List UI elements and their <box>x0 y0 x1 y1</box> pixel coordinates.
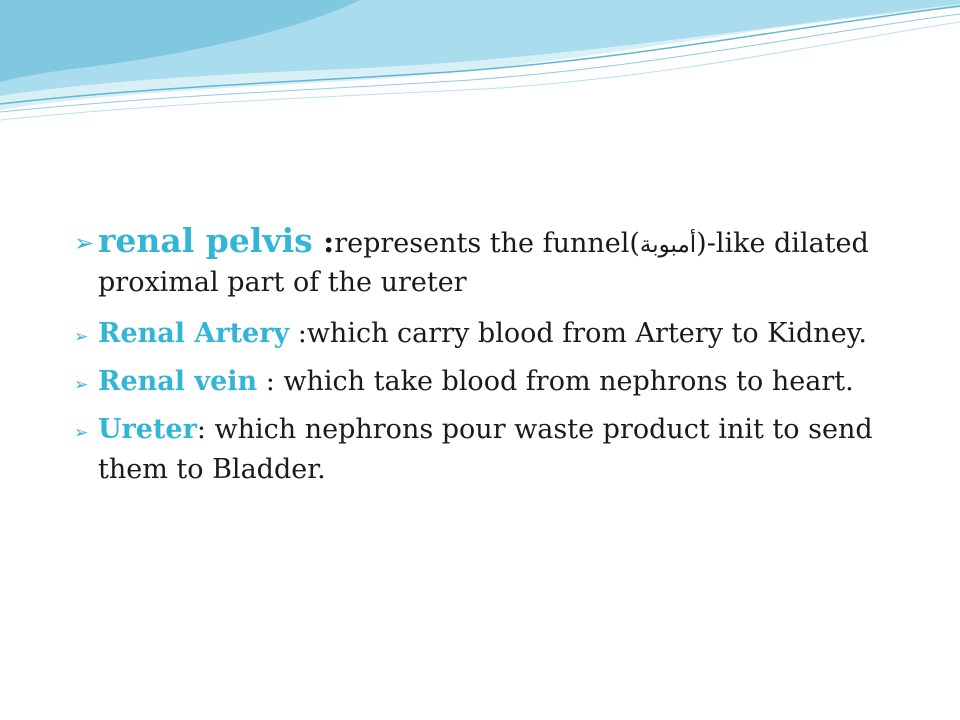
header-wave-decoration <box>0 0 960 140</box>
arrow-bullet-icon: ➢ <box>74 423 89 443</box>
term-renal-pelvis: renal pelvis <box>98 221 313 260</box>
definition-text: : which nephrons pour waste product init to send them to Bladder. <box>98 414 873 485</box>
arrow-bullet-icon: ➢ <box>74 375 89 395</box>
arrow-bullet-icon: ➢ <box>74 229 95 257</box>
term-renal-vein: Renal vein <box>98 366 258 397</box>
definition-text: : which take blood from nephrons to heart. <box>257 366 854 397</box>
list-item-renal-pelvis <box>74 222 894 302</box>
bullet-list <box>74 222 894 498</box>
list-item-renal-artery <box>74 314 894 354</box>
arabic-term: أمبوبة <box>639 232 697 258</box>
arrow-bullet-icon: ➢ <box>74 327 89 347</box>
definition-text: :which carry blood from Artery to Kidney. <box>289 318 867 349</box>
term-ureter: Ureter <box>98 414 197 445</box>
list-item-ureter <box>74 410 894 490</box>
list-item-renal-vein <box>74 362 894 402</box>
definition-text-end: )-like dilated proximal part of the ureter <box>98 228 869 298</box>
term-colon: : <box>312 225 335 260</box>
term-renal-artery: Renal Artery <box>98 318 290 349</box>
definition-text-start: represents the funnel( <box>334 228 640 259</box>
